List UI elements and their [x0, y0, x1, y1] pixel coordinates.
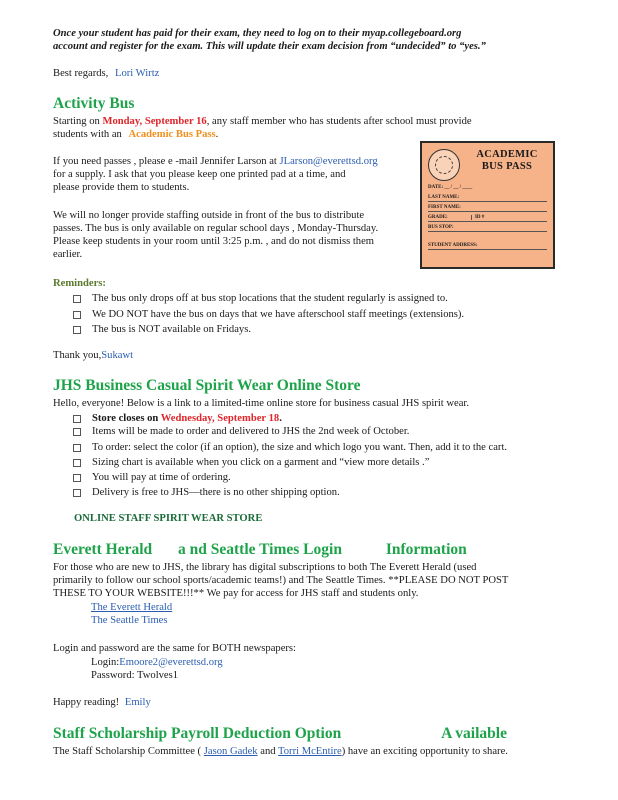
scholarship-and: and — [260, 746, 276, 757]
p1-start: Starting on — [53, 116, 100, 127]
bullet-icon — [73, 474, 81, 482]
scholarship-heading-a: Staff Scholarship Payroll Deduction Option — [53, 725, 342, 742]
login-label: Login: — [91, 657, 120, 668]
scholarship-heading — [53, 725, 507, 743]
store-closes-date: Wednesday, September 18 — [160, 413, 280, 424]
spirit-item-2: To order: select the color (if an option), the size and which logo you want. Then, add it to the cart. — [92, 442, 508, 453]
bullet-icon — [73, 415, 81, 423]
exam-note-line2 — [53, 40, 486, 53]
p1-line2: students with an — [53, 129, 122, 140]
happy-reading-text: Happy reading! — [53, 697, 120, 708]
store-closes-item — [92, 412, 282, 425]
torri-mcentire-link[interactable]: Torri McEntire — [278, 746, 342, 757]
herald-heading-a: Everett Herald — [53, 541, 153, 558]
exam-note-line1: Once your student has paid for their exam, they need to log on to their myap.collegeboard.org — [53, 28, 462, 39]
bus-pass-id: ID # — [471, 215, 484, 220]
spirit-wear-intro: Hello, everyone! Below is a link to a limited-time online store for business casual JHS spirit wear. — [53, 398, 470, 409]
p2-line1: If you need passes , please e -mail Jennifer Larson at — [53, 156, 277, 167]
activity-bus-heading: Activity Bus — [53, 95, 135, 112]
reminder-item-2: We DO NOT have the bus on days that we have afterschool staff meetings (extensions). — [92, 309, 465, 320]
everett-herald-link[interactable]: The Everett Herald — [91, 602, 173, 613]
bus-pass-first-name: FIRST NAME: — [428, 205, 547, 212]
login-row — [91, 656, 223, 669]
activity-bus-p3-line3: Please keep students in your room until 3:25 p.m. , and do not dismiss them — [53, 236, 375, 247]
happy-reading — [53, 696, 151, 709]
bus-pass-address: STUDENT ADDRESS: — [428, 243, 547, 250]
p1-mid: , any staff member who has students after school must provide — [206, 116, 472, 127]
activity-bus-p1-line2 — [53, 128, 218, 141]
bullet-icon — [73, 326, 81, 334]
scholarship-heading-b: A vailable — [441, 725, 507, 742]
bus-pass-bus-stop: BUS STOP: — [428, 225, 547, 232]
login-email-link[interactable]: Emoore2@everettsd.org — [119, 657, 223, 668]
best-regards — [53, 67, 159, 80]
bus-pass-title1: ACADEMIC — [476, 149, 538, 160]
herald-heading-b: a nd Seattle Times Login — [178, 541, 342, 558]
spirit-item-3: Sizing chart is available when you click on a garment and “view more details .” — [92, 457, 430, 468]
academic-bus-pass-image — [420, 141, 555, 269]
activity-bus-p3-line1: We will no longer provide staffing outside in front of the bus to distribute — [53, 210, 365, 221]
spirit-wear-heading: JHS Business Casual Spirit Wear Online Store — [53, 377, 361, 394]
bullet-icon — [73, 428, 81, 436]
activity-bus-p2-line1 — [53, 155, 378, 168]
p1-end: . — [215, 129, 219, 140]
activity-bus-p2-line2: for a supply. I ask that you please keep one printed pad at a time, and — [53, 169, 346, 180]
store-closes-label: Store closes on — [92, 413, 159, 424]
best-regards-text: Best regards, — [53, 68, 109, 79]
store-closes-end: . — [279, 413, 282, 424]
academic-bus-pass-text: Academic Bus Pass — [128, 129, 216, 140]
emily-link[interactable]: Emily — [124, 697, 151, 708]
activity-bus-p3-line4: earlier. — [53, 249, 83, 260]
scholarship-line-end: ) have an exciting opportunity to share. — [341, 746, 508, 757]
bullet-icon — [73, 444, 81, 452]
reminder-item-1: The bus only drops off at bus stop locations that the student regularly is assigned to. — [92, 293, 448, 304]
bus-pass-title2: BUS PASS — [481, 161, 533, 172]
login-note: Login and password are the same for BOTH newspapers: — [53, 643, 296, 654]
bus-pass-grade-row — [428, 215, 547, 222]
password-row: Password: Twolves1 — [91, 670, 179, 681]
herald-line3: THESE TO YOUR WEBSITE!!!** We pay for access for JHS staff and students only. — [53, 588, 419, 599]
bus-pass-date: DATE: __ / __ / ____ — [428, 185, 473, 190]
scholarship-line-start: The Staff Scholarship Committee ( — [53, 746, 202, 757]
seattle-times-link[interactable]: The Seattle Times — [91, 615, 168, 626]
scholarship-line — [53, 745, 508, 758]
herald-line2: primarily to follow our school sports/academic teams!) and The Seattle Times. **PLEASE DO NOT POST — [53, 575, 509, 586]
p1-date: Monday, September 16 — [102, 116, 207, 127]
herald-line1: For those who are new to JHS, the library has digital subscriptions to both The Everett Herald (used — [53, 562, 477, 573]
spirit-item-5: Delivery is free to JHS—there is no other shipping option. — [92, 487, 340, 498]
bus-pass-last-name: LAST NAME: — [428, 195, 547, 202]
herald-heading-c: Information — [385, 541, 467, 558]
activity-bus-p2-line3: please provide them to students. — [53, 182, 190, 193]
activity-bus-p3-line2: passes. The bus is only available on regular school days , Monday-Thursday. — [53, 223, 379, 234]
spirit-item-4: You will pay at time of ordering. — [92, 472, 231, 483]
thanks-name-link[interactable]: Sukawt — [101, 350, 134, 361]
exam-note-line2-text: account and register for the exam. This will update their exam decision from “undecided” to “yes.” — [53, 41, 486, 52]
reminders-heading: Reminders: — [53, 278, 106, 289]
bullet-icon — [73, 489, 81, 497]
thank-you — [53, 349, 133, 362]
activity-bus-p1-line1 — [53, 115, 472, 128]
bullet-icon — [73, 311, 81, 319]
herald-heading — [53, 541, 467, 559]
school-seal-icon — [428, 149, 460, 181]
thank-you-text: Thank you, — [53, 350, 102, 361]
larson-email-link[interactable]: JLarson@everettsd.org — [279, 156, 378, 167]
bullet-icon — [73, 295, 81, 303]
spirit-store-link[interactable]: ONLINE STAFF SPIRIT WEAR STORE — [74, 513, 263, 524]
regards-name-link[interactable]: Lori Wirtz — [114, 68, 160, 79]
bullet-icon — [73, 459, 81, 467]
jason-gadek-link[interactable]: Jason Gadek — [203, 746, 258, 757]
reminder-item-3: The bus is NOT available on Fridays. — [92, 324, 251, 335]
spirit-item-1: Items will be made to order and delivered to JHS the 2nd week of October. — [92, 426, 410, 437]
bus-pass-grade: GRADE: — [428, 215, 448, 220]
